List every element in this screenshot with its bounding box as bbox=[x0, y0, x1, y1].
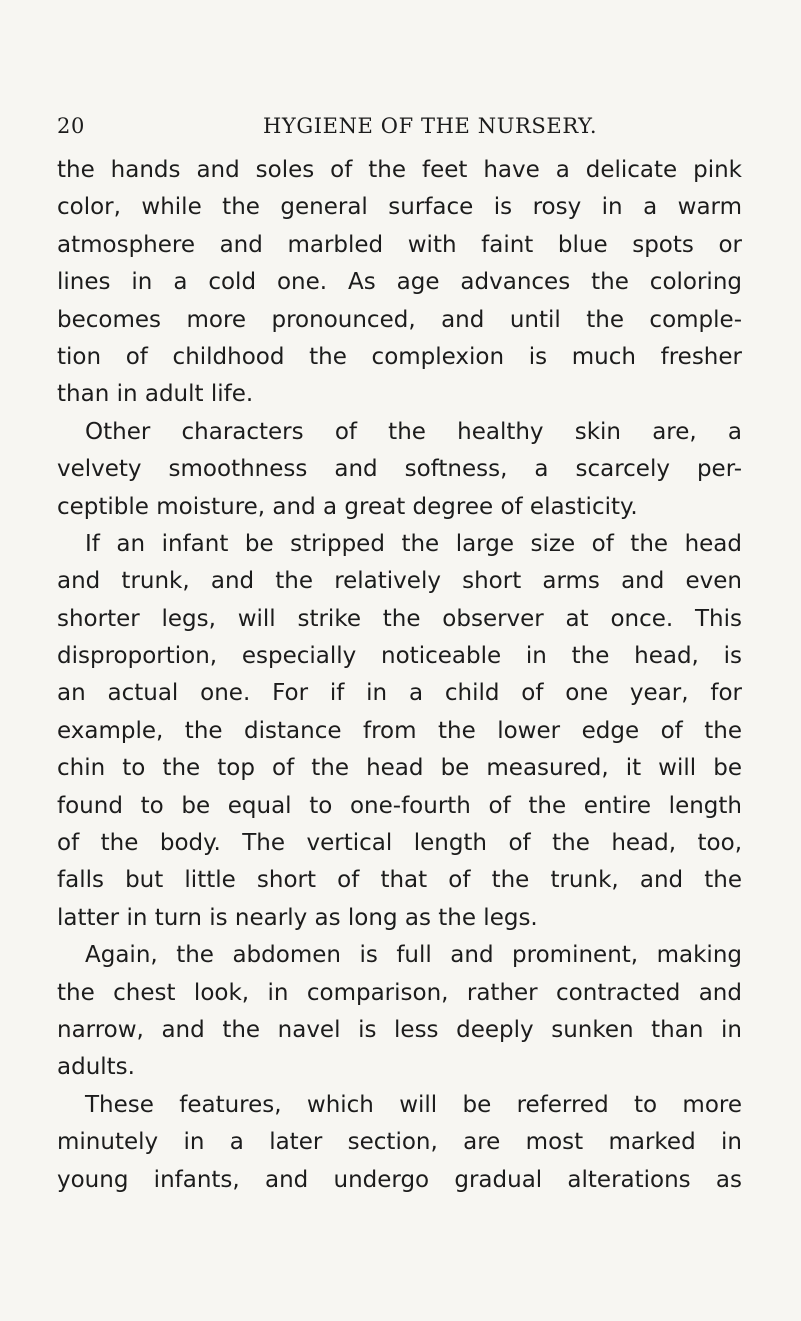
text-line: narrow, and the navel is less deeply sunken than in bbox=[57, 1016, 742, 1043]
text-line: the hands and soles of the feet have a delicate pink bbox=[57, 157, 742, 183]
text-line: Other characters of the healthy skin are, a bbox=[85, 418, 742, 445]
text-line: Again, the abdomen is full and prominent, making bbox=[85, 942, 742, 969]
text-line: falls but little short of that of the trunk, and the bbox=[57, 867, 742, 894]
text-line: velvety smoothness and softness, a scarcely per- bbox=[57, 456, 742, 483]
text-line: If an infant be stripped the large size of the head bbox=[85, 530, 742, 557]
text-line: tion of childhood the complexion is much fresher bbox=[57, 343, 742, 370]
text-line: latter in turn is nearly as long as the legs. bbox=[57, 904, 538, 931]
text-line: chin to the top of the head be measured, it will be bbox=[57, 755, 742, 782]
text-line: shorter legs, will strike the observer at once. This bbox=[57, 605, 742, 632]
text-line: color, while the general surface is rosy in a warm bbox=[57, 194, 742, 221]
text-line: found to be equal to one-fourth of the entire length bbox=[57, 792, 742, 819]
text-line: atmosphere and marbled with faint blue spots or bbox=[57, 231, 742, 258]
running-head: HYGIENE OF THE NURSERY. bbox=[263, 114, 598, 138]
text-line: adults. bbox=[57, 1054, 135, 1081]
text-line: the chest look, in comparison, rather contracted and bbox=[57, 979, 742, 1006]
text-line: minutely in a later section, are most marked in bbox=[57, 1129, 742, 1156]
text-line: lines in a cold one. As age advances the coloring bbox=[57, 269, 742, 296]
text-line: disproportion, especially noticeable in the head, is bbox=[57, 643, 742, 670]
text-line: ceptible moisture, and a great degree of elasticity. bbox=[57, 493, 638, 520]
body-text bbox=[57, 152, 742, 1199]
text-line: of the body. The vertical length of the head, too, bbox=[57, 830, 742, 857]
text-line: and trunk, and the relatively short arms and even bbox=[57, 568, 742, 595]
text-line: These features, which will be referred to more bbox=[85, 1091, 742, 1118]
text-line: young infants, and undergo gradual alterations as bbox=[57, 1166, 742, 1193]
text-line: than in adult life. bbox=[57, 381, 254, 408]
page-header bbox=[57, 114, 737, 148]
text-line: an actual one. For if in a child of one year, for bbox=[57, 680, 742, 707]
text-line: becomes more pronounced, and until the comple- bbox=[57, 306, 742, 333]
text-line: example, the distance from the lower edge of the bbox=[57, 717, 742, 744]
page-number: 20 bbox=[57, 114, 85, 138]
